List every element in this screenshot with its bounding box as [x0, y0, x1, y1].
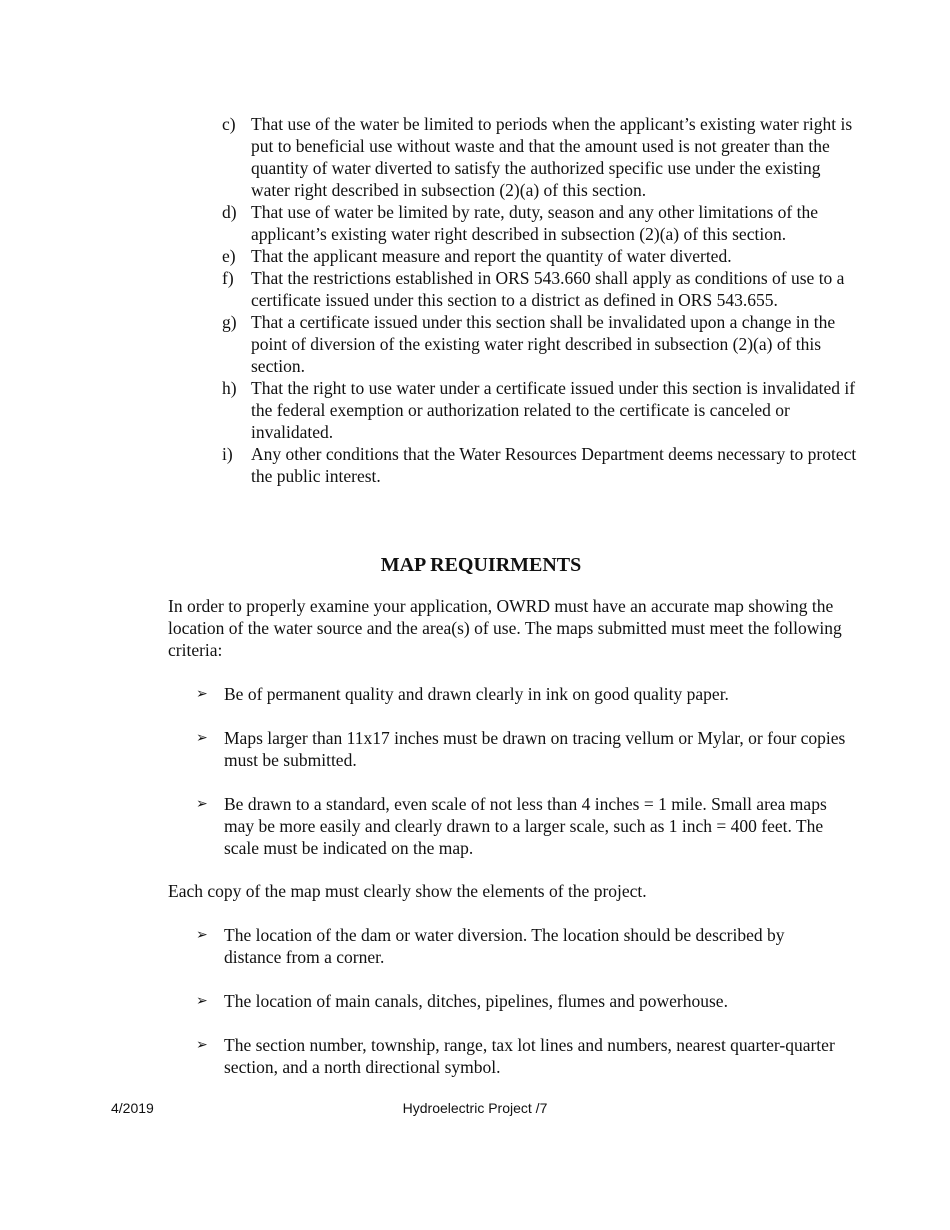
condition-item: [222, 443, 862, 487]
condition-marker: d): [222, 202, 237, 222]
section-heading: MAP REQUIRMENTS: [380, 554, 582, 576]
arrow-bullet-icon: ➢: [196, 796, 208, 812]
criteria-text: Be of permanent quality and drawn clearly in ink on good quality paper.: [224, 684, 729, 704]
footer-title: Hydroelectric Project /7: [402, 1100, 548, 1116]
elements-intro: Each copy of the map must clearly show the elements of the project.: [168, 881, 647, 901]
element-item: [196, 1034, 846, 1078]
condition-text: That the restrictions established in ORS 543.660 shall apply as conditions of use to a certificate issued under this section to a district as defined in ORS 543.655.: [251, 268, 845, 310]
criteria-text: Be drawn to a standard, even scale of not less than 4 inches = 1 mile. Small area maps may be more easily and clearly drawn to a larger scale, such as 1 inch = 400 feet. The scale must be indicated on the map.: [224, 794, 827, 858]
element-item: [196, 924, 846, 968]
condition-item: [222, 201, 862, 245]
criteria-list: [196, 683, 846, 859]
condition-item: [222, 311, 862, 377]
condition-text: That use of water be limited by rate, duty, season and any other limitations of the applicant’s existing water right described in subsection (2)(a) of this section.: [251, 202, 818, 244]
criteria-item: [196, 727, 846, 771]
condition-item: [222, 267, 862, 311]
footer-date: 4/2019: [111, 1100, 154, 1116]
criteria-item: [196, 793, 846, 859]
arrow-bullet-icon: ➢: [196, 686, 208, 702]
arrow-bullet-icon: ➢: [196, 1037, 208, 1053]
condition-text: That the right to use water under a certificate issued under this section is invalidated if the federal exemption or authorization related to the certificate is canceled or invalidated.: [251, 378, 856, 442]
criteria-text: Maps larger than 11x17 inches must be drawn on tracing vellum or Mylar, or four copies must be submitted.: [224, 728, 846, 770]
condition-marker: e): [222, 246, 236, 266]
element-text: The location of the dam or water diversion. The location should be described by distance from a corner.: [224, 925, 785, 967]
condition-marker: i): [222, 444, 233, 464]
condition-text: That a certificate issued under this section shall be invalidated upon a change in the point of diversion of the existing water right described in subsection (2)(a) of this section.: [251, 312, 836, 376]
element-text: The location of main canals, ditches, pipelines, flumes and powerhouse.: [224, 991, 728, 1011]
element-item: [196, 990, 846, 1012]
criteria-item: [196, 683, 846, 705]
intro-paragraph: In order to properly examine your application, OWRD must have an accurate map showing the location of the water source and the area(s) of use. The maps submitted must meet the following criteria:: [168, 596, 842, 660]
conditions-list: [222, 113, 862, 487]
arrow-bullet-icon: ➢: [196, 993, 208, 1009]
element-text: The section number, township, range, tax lot lines and numbers, nearest quarter-quarter section, and a north directional symbol.: [224, 1035, 835, 1077]
condition-text: That use of the water be limited to periods when the applicant’s existing water right is put to beneficial use without waste and that the amount used is not greater than the quantity of water diverted to satisfy the authorized specific use under the existing water right described in subsection (2)(a) of this section.: [251, 114, 853, 200]
condition-marker: f): [222, 268, 234, 288]
condition-item: [222, 245, 862, 267]
condition-item: [222, 377, 862, 443]
condition-item: [222, 113, 862, 201]
condition-marker: g): [222, 312, 237, 332]
condition-marker: h): [222, 378, 237, 398]
arrow-bullet-icon: ➢: [196, 730, 208, 746]
elements-list: [196, 924, 846, 1078]
condition-text: That the applicant measure and report the quantity of water diverted.: [251, 246, 732, 266]
arrow-bullet-icon: ➢: [196, 927, 208, 943]
condition-text: Any other conditions that the Water Resources Department deems necessary to protect the public interest.: [251, 444, 857, 486]
condition-marker: c): [222, 114, 236, 134]
